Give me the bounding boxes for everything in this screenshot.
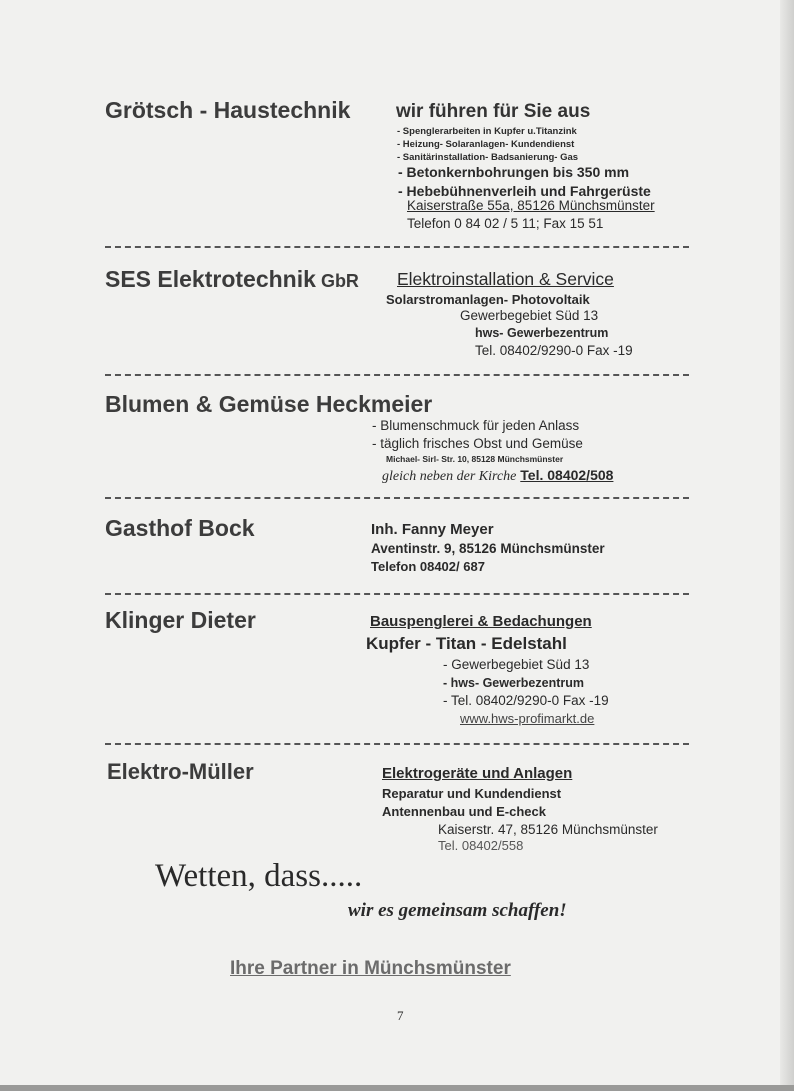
ses-center: hws- Gewerbezentrum bbox=[475, 326, 609, 340]
groetsch-slogan: wir führen für Sie aus bbox=[396, 101, 591, 122]
list-item: - Spenglerarbeiten in Kupfer u.Titanzink bbox=[397, 126, 577, 137]
dashed-separator bbox=[105, 374, 689, 376]
heckmeier-item-produce: - täglich frisches Obst und Gemüse bbox=[372, 436, 583, 451]
groetsch-address: Kaiserstraße 55a, 85126 Münchsmünster bbox=[407, 198, 655, 213]
heckmeier-item-flowers: - Blumenschmuck für jeden Anlass bbox=[372, 418, 580, 433]
company-name-mueller: Elektro-Müller bbox=[107, 759, 254, 784]
company-name-groetsch: Grötsch - Haustechnik bbox=[105, 97, 351, 123]
ses-address: Gewerbegebiet Süd 13 bbox=[460, 308, 599, 323]
bock-owner: Inh. Fanny Meyer bbox=[371, 521, 494, 538]
heckmeier-location: gleich neben der Kirche bbox=[382, 469, 517, 484]
heckmeier-phone: Tel. 08402/508 bbox=[520, 467, 614, 483]
company-name-klinger: Klinger Dieter bbox=[105, 607, 256, 633]
mueller-antenna: Antennenbau und E-check bbox=[382, 804, 546, 819]
dashed-separator bbox=[105, 593, 689, 595]
klinger-service: Bauspenglerei & Bedachungen bbox=[370, 613, 592, 630]
closing-headline: Wetten, dass..... bbox=[155, 858, 363, 894]
closing-subline: wir es gemeinsam schaffen! bbox=[348, 900, 567, 921]
company-name-bock: Gasthof Bock bbox=[105, 515, 255, 541]
closing-partner: Ihre Partner in Münchsmünster bbox=[230, 958, 511, 979]
page-number: 7 bbox=[397, 1008, 404, 1023]
dashed-separator bbox=[105, 497, 689, 499]
dashed-separator bbox=[105, 246, 689, 248]
bock-address: Aventinstr. 9, 85126 Münchsmünster bbox=[371, 541, 605, 556]
klinger-phone: - Tel. 08402/9290-0 Fax -19 bbox=[443, 693, 609, 708]
ses-name-main: SES Elektrotechnik bbox=[105, 266, 316, 292]
company-name-ses bbox=[105, 266, 359, 293]
list-item: - Betonkernbohrungen bis 350 mm bbox=[398, 164, 630, 180]
ses-name-suffix: GbR bbox=[320, 271, 359, 291]
klinger-center: - hws- Gewerbezentrum bbox=[443, 676, 584, 690]
mueller-service: Elektrogeräte und Anlagen bbox=[382, 765, 573, 782]
company-name-heckmeier: Blumen & Gemüse Heckmeier bbox=[105, 391, 433, 417]
groetsch-phone: Telefon 0 84 02 / 5 11; Fax 15 51 bbox=[407, 216, 604, 231]
heckmeier-address: Michael- Sirl- Str. 10, 85128 Münchsmünster bbox=[386, 454, 564, 464]
klinger-website-link[interactable]: www.hws-profimarkt.de bbox=[460, 711, 595, 726]
klinger-address: - Gewerbegebiet Süd 13 bbox=[443, 657, 590, 672]
ses-service: Elektroinstallation & Service bbox=[397, 269, 614, 289]
klinger-materials: Kupfer - Titan - Edelstahl bbox=[366, 634, 567, 653]
list-item: - Heizung- Solaranlagen- Kundendienst bbox=[397, 139, 575, 150]
bock-phone: Telefon 08402/ 687 bbox=[371, 559, 485, 574]
page-bottom-edge bbox=[0, 1085, 794, 1091]
list-item: - Sanitärinstallation- Badsanierung- Gas bbox=[397, 152, 579, 163]
dashed-separator bbox=[105, 743, 689, 745]
ses-solar: Solarstromanlagen- Photovoltaik bbox=[386, 292, 590, 307]
list-item: - Hebebühnenverleih und Fahrgerüste bbox=[398, 183, 651, 199]
mueller-phone: Tel. 08402/558 bbox=[438, 838, 524, 853]
heckmeier-location-line bbox=[382, 467, 613, 485]
groetsch-small-list bbox=[397, 125, 578, 164]
groetsch-big-list bbox=[398, 163, 651, 201]
mueller-address: Kaiserstr. 47, 85126 Münchsmünster bbox=[438, 822, 658, 837]
mueller-repair: Reparatur und Kundendienst bbox=[382, 786, 562, 801]
page-edge bbox=[780, 0, 794, 1091]
ses-phone: Tel. 08402/9290-0 Fax -19 bbox=[475, 343, 633, 358]
